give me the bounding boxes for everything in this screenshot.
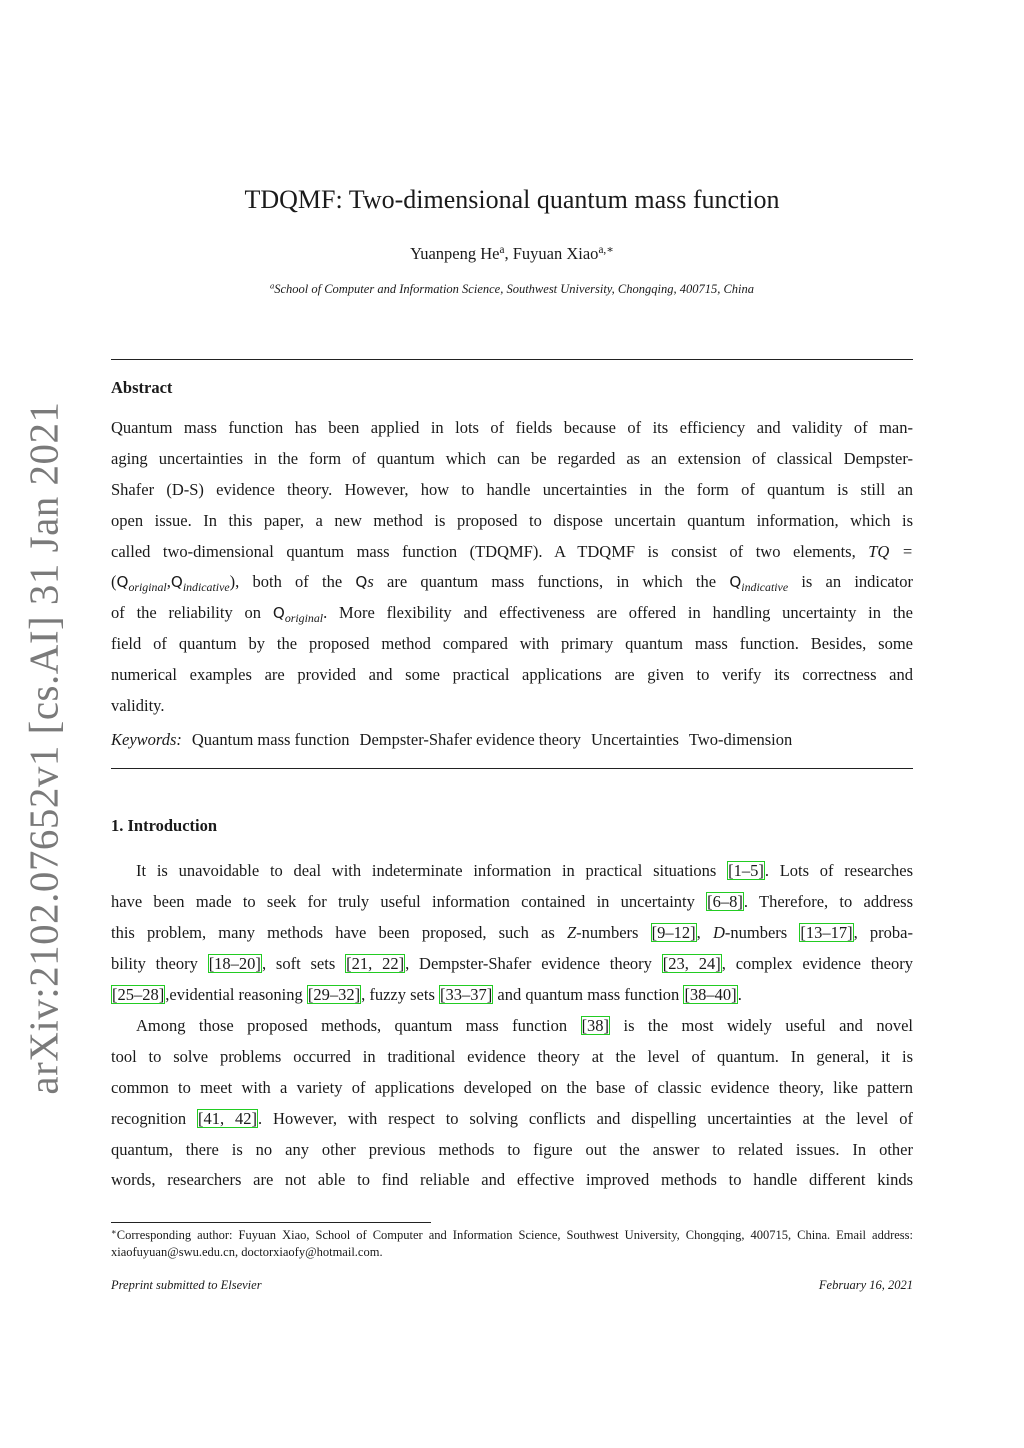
math-q-indicative: Q [729,573,742,592]
abstract-line: Quantum mass function has been applied in lots of fields because of its efficiency and validity of man- [111,418,913,437]
keyword: Uncertainties [590,730,679,749]
paper-title: TDQMF: Two-dimensional quantum mass function [244,185,780,214]
footnote-text: Corresponding author: Fuyuan Xiao, School of Computer and Information Science, Southwest University, Chongqing, 400715, China. Email address: xiaofuyuan@swu.edu.cn, doctorxiaofy@hotmail.com. [111,1228,913,1259]
section-heading: 1. Introduction [111,816,218,835]
abstract-bottom-rule [111,768,913,769]
paragraph-line [111,856,913,887]
text-span: -numbers [576,922,651,942]
math-subscript: original [284,611,324,626]
abstract-text: , both of the [235,572,356,592]
abstract-text: is an indicator [788,572,913,592]
math-subscript: indicative [741,580,789,595]
text-span: , proba- [853,922,913,942]
citation-link[interactable]: [41, 42] [198,1108,258,1128]
text-span: It is unavoidable to deal with indeterminate information in practical situations [136,861,728,880]
citation-link[interactable]: [1–5] [728,861,764,880]
math-close-paren: ) [229,572,236,592]
author-name: Fuyuan Xiao [512,244,599,263]
abstract-text: . More flexibility and effectiveness are offered in handling uncertainty in the [323,603,913,623]
citation-link[interactable]: [38–40] [684,984,737,1004]
paragraph-line [111,1011,913,1042]
paragraph-line: words, researchers are not able to find reliable and effective improved methods to handle different kinds [111,1170,913,1190]
math-q-original: Q [272,604,285,623]
footer-date: February 16, 2021 [818,1278,913,1292]
keyword: Two-dimension [688,730,793,749]
text-span: -numbers [724,922,800,942]
keywords-label: Keywords: [111,730,182,749]
abstract-line [111,537,913,568]
math-open-paren: ( [111,572,117,592]
text-span: this problem, many methods have been proposed, such as [111,922,567,942]
paragraph-line [111,949,913,980]
citation-link[interactable]: [9–12] [651,922,696,942]
text-span: is the most widely useful and novel [610,1016,913,1035]
paragraph-line [111,1104,913,1135]
abstract-top-rule [111,359,913,360]
author-list [111,242,913,266]
paragraph-line: tool to solve problems occurred in traditional evidence theory at the level of quantum. In general, it is [111,1046,913,1066]
abstract-text: of the reliability on [111,603,273,623]
text-span: ,evidential reasoning [165,984,307,1004]
paragraph-line: quantum, there is no any other previous methods to figure out the answer to related issues. In other [111,1139,913,1159]
citation-link[interactable]: [38] [581,1016,610,1035]
footnote-marker: ∗ [111,1226,117,1237]
paragraph-line: common to meet with a variety of applications developed on the base of classic evidence theory, like pattern [111,1077,913,1097]
affiliation-marker: a [269,280,275,291]
keyword: Dempster-Shafer evidence theory [359,730,581,749]
keywords [111,727,913,753]
abstract-line: field of quantum by the proposed method compared with primary quantum mass function. Besides, some [111,634,913,654]
footer-preprint-note: Preprint submitted to Elsevier [111,1278,262,1292]
math-d: D [712,922,725,942]
author-affiliation-marker: a,∗ [598,243,614,256]
footnote-rule [111,1222,431,1223]
intro-paragraph-1 [111,856,913,1010]
citation-link[interactable]: [21, 22] [346,953,405,973]
abstract-line: aging uncertainties in the form of quantum which can be regarded as an extension of classical Dempster- [111,448,913,468]
abstract-text: are quantum mass functions, in which the [373,572,730,592]
math-subscript: indicative [182,580,230,595]
abstract-body [111,413,913,722]
text-span: recognition [111,1108,198,1128]
citation-link[interactable]: [13–17] [800,922,853,942]
abstract-line: validity. [111,696,165,716]
author-separator: , [504,244,513,263]
citation-link[interactable]: [6–8] [707,891,743,911]
abstract-line: numerical examples are provided and some practical applications are given to verify its correctness and [111,665,913,685]
text-span: bility theory [111,953,208,973]
text-span: have been made to seek for truly useful information contained in uncertainty [111,891,707,911]
text-span: , complex evidence theory [721,953,913,973]
text-span: . However, with respect to solving conflicts and dispelling uncertainties at the level of [258,1108,913,1128]
keyword: Quantum mass function [191,730,350,749]
math-q-original: Q [116,573,129,592]
abstract-line [111,598,913,629]
abstract-line [111,567,913,598]
math-subscript: original [128,580,167,595]
text-span: . [737,984,742,1004]
math-q-indicative: Q [170,573,183,592]
author-affiliation-marker: a [499,243,505,256]
paragraph-line [111,980,913,1011]
text-span: , [696,922,713,942]
arxiv-sidebar [12,401,76,1095]
math-suffix: s [367,572,374,592]
footnote [111,1227,913,1261]
affiliation-text: School of Computer and Information Science, Southwest University, Chongqing, 400715, China [274,282,755,296]
text-span: Among those proposed methods, quantum mass function [136,1016,581,1035]
math-tq: TQ = [868,541,913,561]
author-name: Yuanpeng He [410,244,500,263]
citation-link[interactable]: [18–20] [208,953,261,973]
affiliation [111,280,913,298]
abstract-line: Shafer (D-S) evidence theory. However, how to handle uncertainties in the form of quantum is still an [111,479,913,499]
text-span: , fuzzy sets [361,984,439,1004]
citation-link[interactable]: [33–37] [440,984,493,1004]
paragraph-line [111,887,913,918]
citation-link[interactable]: [29–32] [307,984,361,1004]
abstract-line: open issue. In this paper, a new method is proposed to dispose uncertain quantum information, which is [111,510,913,530]
citation-link[interactable]: [23, 24] [662,953,721,973]
citation-link[interactable]: [25–28] [112,984,165,1004]
intro-paragraph-2 [111,1011,913,1196]
text-span: and quantum mass function [493,984,684,1004]
arxiv-identifier: arXiv:2102.07652v1 [cs.AI] 31 Jan 2021 [21,401,67,1095]
text-span: , soft sets [261,953,346,973]
text-span: . Lots of researches [764,861,913,880]
math-q: Q [355,573,368,592]
text-span: , Dempster-Shafer evidence theory [405,953,662,973]
paragraph-line [111,918,913,949]
math-z: Z [566,922,577,942]
text-span: . Therefore, to address [743,891,913,911]
math-comma: , [166,572,171,592]
abstract-heading: Abstract [111,378,173,397]
abstract-line-text: called two-dimensional quantum mass function (TDQMF). A TDQMF is consist of two elements, [111,541,856,561]
